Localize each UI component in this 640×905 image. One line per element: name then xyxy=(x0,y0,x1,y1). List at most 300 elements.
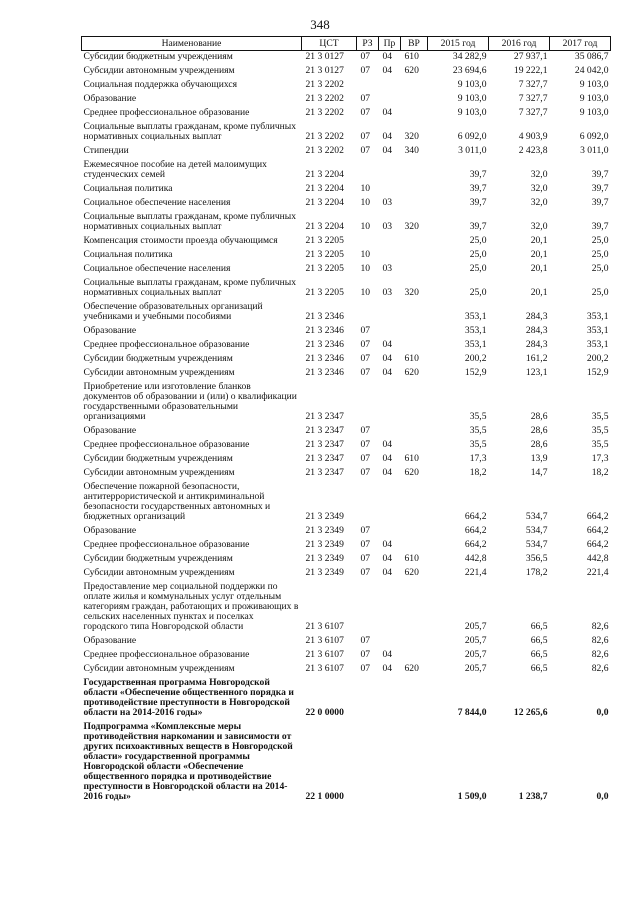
cell-2016: 356,5 xyxy=(525,553,548,564)
table-row xyxy=(82,635,611,649)
cell-cst: 21 3 2349 xyxy=(305,567,344,578)
cell-name: Субсидии автономным учреждениям xyxy=(83,65,235,76)
cell-cst: 21 3 2204 xyxy=(305,183,344,194)
cell-name: Среднее профессиональное образование xyxy=(83,649,250,660)
cell-2015: 6 092,0 xyxy=(457,131,487,142)
cell-pr xyxy=(379,159,401,183)
cell-cst: 21 3 2346 xyxy=(305,311,344,322)
cell-2015: 23 694,6 xyxy=(452,65,487,76)
cell-2015: 39,7 xyxy=(469,197,487,208)
cell-2016: 534,7 xyxy=(525,525,548,536)
cell-cst: 21 3 2202 xyxy=(305,93,344,104)
cell-name: Социальная политика xyxy=(83,249,173,260)
cell-name: Субсидии автономным учреждениям xyxy=(83,567,235,578)
cell-2016: 32,0 xyxy=(530,183,548,194)
cell-cst: 21 3 2349 xyxy=(305,511,344,522)
cell-2016: 19 222,1 xyxy=(513,65,548,76)
cell-cst: 21 3 2204 xyxy=(305,169,344,180)
cell-vr: 610 xyxy=(404,51,419,62)
cell-2015: 664,2 xyxy=(464,511,487,522)
cell-vr: 620 xyxy=(404,65,419,76)
cell-cst: 21 3 2202 xyxy=(305,79,344,90)
cell-2017: 664,2 xyxy=(586,511,609,522)
table-row xyxy=(82,145,611,159)
cell-vr xyxy=(401,339,428,353)
cell-2016: 4 903,9 xyxy=(518,131,548,142)
cell-vr: 610 xyxy=(404,453,419,464)
cell-2015: 39,7 xyxy=(469,221,487,232)
table-row xyxy=(82,381,611,425)
cell-cst: 21 3 2347 xyxy=(305,439,344,450)
cell-2015: 1 509,0 xyxy=(457,791,487,802)
cell-2016: 534,7 xyxy=(525,539,548,550)
cell-cst: 21 3 2205 xyxy=(305,287,344,298)
cell-pr: 04 xyxy=(382,145,393,156)
cell-cst: 21 3 2347 xyxy=(305,411,344,422)
cell-vr xyxy=(401,381,428,425)
cell-cst: 21 3 6107 xyxy=(305,663,344,674)
cell-rz: 07 xyxy=(360,65,371,76)
cell-2015: 3 011,0 xyxy=(458,145,487,156)
cell-2015: 205,7 xyxy=(464,663,487,674)
cell-2016: 66,5 xyxy=(530,663,548,674)
cell-2015: 221,4 xyxy=(464,567,487,578)
cell-vr xyxy=(401,79,428,93)
cell-vr xyxy=(401,263,428,277)
cell-pr xyxy=(379,325,401,339)
cell-vr xyxy=(401,301,428,325)
cell-2015: 664,2 xyxy=(464,539,487,550)
cell-2015: 35,5 xyxy=(469,411,487,422)
cell-2017: 82,6 xyxy=(591,663,609,674)
cell-pr: 03 xyxy=(382,287,393,298)
cell-pr: 04 xyxy=(382,567,393,578)
cell-cst: 21 3 6107 xyxy=(305,635,344,646)
cell-2017: 200,2 xyxy=(586,353,609,364)
cell-2017: 35,5 xyxy=(591,425,609,436)
cell-2017: 35 086,7 xyxy=(574,51,609,62)
table-row xyxy=(82,721,611,805)
cell-pr xyxy=(379,79,401,93)
cell-cst: 21 3 2202 xyxy=(305,145,344,156)
cell-cst: 21 3 2347 xyxy=(305,467,344,478)
cell-name: Субсидии бюджетным учреждениям xyxy=(83,353,233,364)
cell-name: Субсидии автономным учреждениям xyxy=(83,467,235,478)
table-row xyxy=(82,197,611,211)
cell-2015: 353,1 xyxy=(464,339,487,350)
cell-cst: 21 3 0127 xyxy=(305,65,344,76)
page-number: 348 xyxy=(310,17,330,32)
cell-name: Ежемесячное пособие на детей малоимущих студенческих семей xyxy=(83,159,267,180)
cell-rz: 07 xyxy=(360,339,371,350)
table-row xyxy=(82,677,611,721)
cell-2015: 9 103,0 xyxy=(457,93,487,104)
cell-name: Обеспечение пожарной безопасности, антитеррористической и антикриминальной безопасности государственных автономных и бюджетных организаций xyxy=(83,481,271,522)
cell-name: Среднее профессиональное образование xyxy=(83,539,250,550)
cell-2017: 152,9 xyxy=(586,367,609,378)
cell-cst: 21 3 2346 xyxy=(305,339,344,350)
cell-vr xyxy=(401,677,428,721)
cell-rz xyxy=(357,235,379,249)
cell-pr: 03 xyxy=(382,263,393,274)
cell-name: Социальные выплаты гражданам, кроме публичных нормативных социальных выплат xyxy=(83,277,297,298)
cell-2015: 17,3 xyxy=(469,453,487,464)
cell-rz: 07 xyxy=(360,93,371,104)
cell-name: Социальная политика xyxy=(83,183,173,194)
header-2016: 2016 год xyxy=(489,37,550,51)
cell-pr xyxy=(379,93,401,107)
cell-2016: 32,0 xyxy=(530,197,548,208)
table-row xyxy=(82,425,611,439)
cell-2017: 353,1 xyxy=(586,311,609,322)
table-row xyxy=(82,107,611,121)
cell-vr: 320 xyxy=(404,221,419,232)
cell-pr: 04 xyxy=(382,467,393,478)
cell-2016: 7 327,7 xyxy=(518,79,548,90)
cell-name: Социальное обеспечение населения xyxy=(83,263,231,274)
cell-2016: 66,5 xyxy=(530,635,548,646)
cell-2015: 25,0 xyxy=(469,263,487,274)
cell-rz: 07 xyxy=(360,51,371,62)
cell-2017: 24 042,0 xyxy=(574,65,609,76)
cell-2016: 7 327,7 xyxy=(518,107,548,118)
table-row xyxy=(82,159,611,183)
cell-2016: 27 937,1 xyxy=(513,51,548,62)
cell-2017: 18,2 xyxy=(591,467,609,478)
cell-2017: 39,7 xyxy=(591,221,609,232)
cell-name: Образование xyxy=(83,635,137,646)
cell-cst: 21 3 2205 xyxy=(305,263,344,274)
cell-cst: 21 3 6107 xyxy=(305,649,344,660)
cell-pr: 04 xyxy=(382,553,393,564)
cell-rz: 07 xyxy=(360,467,371,478)
cell-pr: 04 xyxy=(382,353,393,364)
cell-rz: 07 xyxy=(360,439,371,450)
cell-2016: 178,2 xyxy=(525,567,548,578)
cell-2016: 28,6 xyxy=(530,439,548,450)
cell-name: Субсидии бюджетным учреждениям xyxy=(83,51,233,62)
cell-cst: 21 3 2346 xyxy=(305,367,344,378)
cell-2017: 82,6 xyxy=(591,621,609,632)
cell-cst: 21 3 2205 xyxy=(305,249,344,260)
cell-2017: 25,0 xyxy=(591,235,609,246)
cell-vr xyxy=(401,325,428,339)
cell-cst: 21 3 2347 xyxy=(305,425,344,436)
cell-2016: 123,1 xyxy=(525,367,548,378)
cell-cst: 21 3 0127 xyxy=(305,51,344,62)
cell-rz: 10 xyxy=(360,197,371,208)
cell-2016: 28,6 xyxy=(530,425,548,436)
cell-pr xyxy=(379,581,401,635)
cell-cst: 21 3 2346 xyxy=(305,325,344,336)
table-row xyxy=(82,581,611,635)
cell-vr xyxy=(401,635,428,649)
cell-vr xyxy=(401,539,428,553)
cell-rz: 07 xyxy=(360,567,371,578)
cell-pr xyxy=(379,481,401,525)
table-row xyxy=(82,65,611,79)
cell-cst: 21 3 2349 xyxy=(305,553,344,564)
cell-2015: 442,8 xyxy=(464,553,487,564)
table-row xyxy=(82,211,611,235)
cell-2017: 17,3 xyxy=(591,453,609,464)
cell-2016: 534,7 xyxy=(525,511,548,522)
cell-name: Обеспечение образовательных организаций учебниками и учебными пособиями xyxy=(83,301,263,322)
cell-2016: 161,2 xyxy=(525,353,548,364)
cell-cst: 21 3 2202 xyxy=(305,131,344,142)
cell-rz: 10 xyxy=(360,221,371,232)
cell-2017: 39,7 xyxy=(591,169,609,180)
header-pr: Пр xyxy=(379,37,401,51)
cell-rz xyxy=(357,581,379,635)
cell-cst: 22 1 0000 xyxy=(305,791,344,802)
cell-name: Социальная поддержка обучающихся xyxy=(83,79,238,90)
cell-2017: 25,0 xyxy=(591,263,609,274)
cell-name: Предоставление мер социальной поддержки по оплате жилья и коммунальных услуг отдельным категориям граждан, работающих и проживающих в сельских населенных пунктах и поселках городского типа Новгородской области xyxy=(83,581,299,632)
cell-2016: 284,3 xyxy=(525,325,548,336)
cell-cst: 21 3 2204 xyxy=(305,221,344,232)
cell-vr xyxy=(401,249,428,263)
cell-vr: 610 xyxy=(404,353,419,364)
budget-table xyxy=(81,36,611,805)
table-row xyxy=(82,439,611,453)
cell-pr: 04 xyxy=(382,107,393,118)
cell-2017: 25,0 xyxy=(591,249,609,260)
cell-vr: 320 xyxy=(404,287,419,298)
cell-pr xyxy=(379,425,401,439)
table-row xyxy=(82,249,611,263)
cell-2017: 442,8 xyxy=(586,553,609,564)
cell-rz xyxy=(357,381,379,425)
cell-name: Субсидии бюджетным учреждениям xyxy=(83,553,233,564)
cell-2015: 9 103,0 xyxy=(457,107,487,118)
cell-pr xyxy=(379,249,401,263)
table-row xyxy=(82,183,611,197)
cell-cst: 21 3 2346 xyxy=(305,353,344,364)
cell-pr: 03 xyxy=(382,197,393,208)
cell-pr: 04 xyxy=(382,453,393,464)
cell-rz: 10 xyxy=(360,249,371,260)
cell-2016: 20,1 xyxy=(530,249,548,260)
cell-vr xyxy=(401,159,428,183)
cell-vr xyxy=(401,93,428,107)
table-row xyxy=(82,367,611,381)
cell-2015: 25,0 xyxy=(469,249,487,260)
cell-2015: 205,7 xyxy=(464,649,487,660)
cell-name: Образование xyxy=(83,425,137,436)
cell-2016: 12 265,6 xyxy=(513,707,548,718)
table-row xyxy=(82,453,611,467)
table-row xyxy=(82,51,611,66)
cell-rz xyxy=(357,79,379,93)
table-row xyxy=(82,525,611,539)
cell-vr xyxy=(401,425,428,439)
cell-rz: 07 xyxy=(360,553,371,564)
cell-2016: 1 238,7 xyxy=(518,791,548,802)
cell-2015: 25,0 xyxy=(469,235,487,246)
cell-2017: 82,6 xyxy=(591,635,609,646)
cell-rz: 07 xyxy=(360,635,371,646)
cell-pr: 04 xyxy=(382,131,393,142)
cell-vr xyxy=(401,235,428,249)
cell-name: Социальные выплаты гражданам, кроме публичных нормативных социальных выплат xyxy=(83,121,297,142)
cell-2015: 353,1 xyxy=(464,325,487,336)
cell-vr: 320 xyxy=(404,131,419,142)
cell-name: Образование xyxy=(83,93,137,104)
cell-pr xyxy=(379,677,401,721)
cell-cst: 21 3 6107 xyxy=(305,621,344,632)
cell-2016: 28,6 xyxy=(530,411,548,422)
cell-vr xyxy=(401,197,428,211)
cell-name: Среднее профессиональное образование xyxy=(83,439,250,450)
cell-rz: 07 xyxy=(360,325,371,336)
cell-rz: 07 xyxy=(360,107,371,118)
cell-2016: 20,1 xyxy=(530,235,548,246)
cell-name: Субсидии автономным учреждениям xyxy=(83,663,235,674)
table-row xyxy=(82,567,611,581)
table-body xyxy=(82,51,611,806)
cell-2015: 152,9 xyxy=(464,367,487,378)
cell-2017: 9 103,0 xyxy=(579,93,609,104)
cell-rz: 07 xyxy=(360,131,371,142)
cell-rz: 07 xyxy=(360,539,371,550)
cell-rz xyxy=(357,721,379,805)
cell-cst: 22 0 0000 xyxy=(305,707,344,718)
cell-name: Образование xyxy=(83,525,137,536)
cell-pr xyxy=(379,635,401,649)
cell-rz: 10 xyxy=(360,183,371,194)
cell-pr: 04 xyxy=(382,339,393,350)
header-cst: ЦСТ xyxy=(302,37,357,51)
cell-2015: 664,2 xyxy=(464,525,487,536)
cell-cst: 21 3 2204 xyxy=(305,197,344,208)
cell-rz xyxy=(357,301,379,325)
cell-2016: 2 423,8 xyxy=(518,145,548,156)
cell-2016: 14,7 xyxy=(530,467,548,478)
table-row xyxy=(82,277,611,301)
cell-name: Компенсация стоимости проезда обучающимся xyxy=(83,235,278,246)
cell-vr xyxy=(401,525,428,539)
cell-2017: 0,0 xyxy=(596,707,609,718)
cell-2016: 7 327,7 xyxy=(518,93,548,104)
cell-name: Субсидии автономным учреждениям xyxy=(83,367,235,378)
cell-2016: 284,3 xyxy=(525,311,548,322)
cell-rz xyxy=(357,481,379,525)
cell-name: Социальное обеспечение населения xyxy=(83,197,231,208)
table-row xyxy=(82,79,611,93)
cell-name: Подпрограмма «Комплексные меры противодействия наркомании и зависимости от других психоактивных веществ в Новгородской области» государственной программы Новгородской области «Обеспечение общественного порядка и противодействие преступности в Новгородской области на 2014-2016 годы» xyxy=(83,721,293,802)
cell-vr xyxy=(401,721,428,805)
cell-pr: 04 xyxy=(382,649,393,660)
cell-2015: 18,2 xyxy=(469,467,487,478)
cell-vr: 620 xyxy=(404,663,419,674)
cell-2017: 82,6 xyxy=(591,649,609,660)
table-row xyxy=(82,339,611,353)
cell-vr: 620 xyxy=(404,367,419,378)
cell-name: Стипендии xyxy=(83,145,129,156)
cell-2017: 0,0 xyxy=(596,791,609,802)
cell-name: Образование xyxy=(83,325,137,336)
cell-2015: 34 282,9 xyxy=(452,51,487,62)
cell-2017: 221,4 xyxy=(586,567,609,578)
cell-vr xyxy=(401,581,428,635)
cell-2015: 25,0 xyxy=(469,287,487,298)
cell-name: Государственная программа Новгородской области «Обеспечение общественного порядка и противодействие преступности в Новгородской области на 2014-2016 годы» xyxy=(83,677,294,718)
cell-pr: 03 xyxy=(382,221,393,232)
cell-rz: 07 xyxy=(360,367,371,378)
cell-rz: 07 xyxy=(360,525,371,536)
cell-cst: 21 3 2202 xyxy=(305,107,344,118)
table-row xyxy=(82,649,611,663)
header-name: Наименование xyxy=(82,37,302,51)
cell-vr xyxy=(401,481,428,525)
cell-name: Социальные выплаты гражданам, кроме публичных нормативных социальных выплат xyxy=(83,211,297,232)
cell-2017: 39,7 xyxy=(591,183,609,194)
cell-pr xyxy=(379,183,401,197)
cell-pr xyxy=(379,381,401,425)
table-header-row xyxy=(82,37,611,51)
cell-vr: 620 xyxy=(404,467,419,478)
cell-2017: 35,5 xyxy=(591,411,609,422)
cell-2017: 39,7 xyxy=(591,197,609,208)
cell-vr: 610 xyxy=(404,553,419,564)
table-row xyxy=(82,467,611,481)
header-2017: 2017 год xyxy=(550,37,611,51)
cell-pr xyxy=(379,235,401,249)
cell-rz: 10 xyxy=(360,263,371,274)
cell-vr xyxy=(401,439,428,453)
cell-2017: 25,0 xyxy=(591,287,609,298)
header-rz: РЗ xyxy=(357,37,379,51)
cell-rz: 07 xyxy=(360,353,371,364)
cell-pr xyxy=(379,721,401,805)
cell-rz xyxy=(357,159,379,183)
cell-pr: 04 xyxy=(382,367,393,378)
cell-cst: 21 3 2349 xyxy=(305,539,344,550)
cell-vr: 340 xyxy=(404,145,419,156)
cell-2017: 3 011,0 xyxy=(580,145,609,156)
cell-2017: 664,2 xyxy=(586,525,609,536)
cell-2017: 35,5 xyxy=(591,439,609,450)
cell-rz xyxy=(357,677,379,721)
cell-2015: 7 844,0 xyxy=(457,707,487,718)
cell-2015: 205,7 xyxy=(464,621,487,632)
cell-cst: 21 3 2347 xyxy=(305,453,344,464)
cell-2017: 664,2 xyxy=(586,539,609,550)
cell-pr: 04 xyxy=(382,51,393,62)
table-row xyxy=(82,235,611,249)
cell-2015: 205,7 xyxy=(464,635,487,646)
cell-2015: 200,2 xyxy=(464,353,487,364)
cell-2017: 353,1 xyxy=(586,325,609,336)
cell-pr: 04 xyxy=(382,539,393,550)
cell-rz: 07 xyxy=(360,663,371,674)
table-row xyxy=(82,301,611,325)
header-2015: 2015 год xyxy=(428,37,489,51)
cell-2016: 32,0 xyxy=(530,169,548,180)
cell-2017: 9 103,0 xyxy=(579,79,609,90)
cell-vr xyxy=(401,107,428,121)
header-vr: ВР xyxy=(401,37,428,51)
cell-2015: 35,5 xyxy=(469,439,487,450)
table-row xyxy=(82,93,611,107)
cell-2016: 20,1 xyxy=(530,263,548,274)
table-row xyxy=(82,325,611,339)
table-row xyxy=(82,121,611,145)
cell-vr: 620 xyxy=(404,567,419,578)
table-row xyxy=(82,481,611,525)
table-row xyxy=(82,353,611,367)
